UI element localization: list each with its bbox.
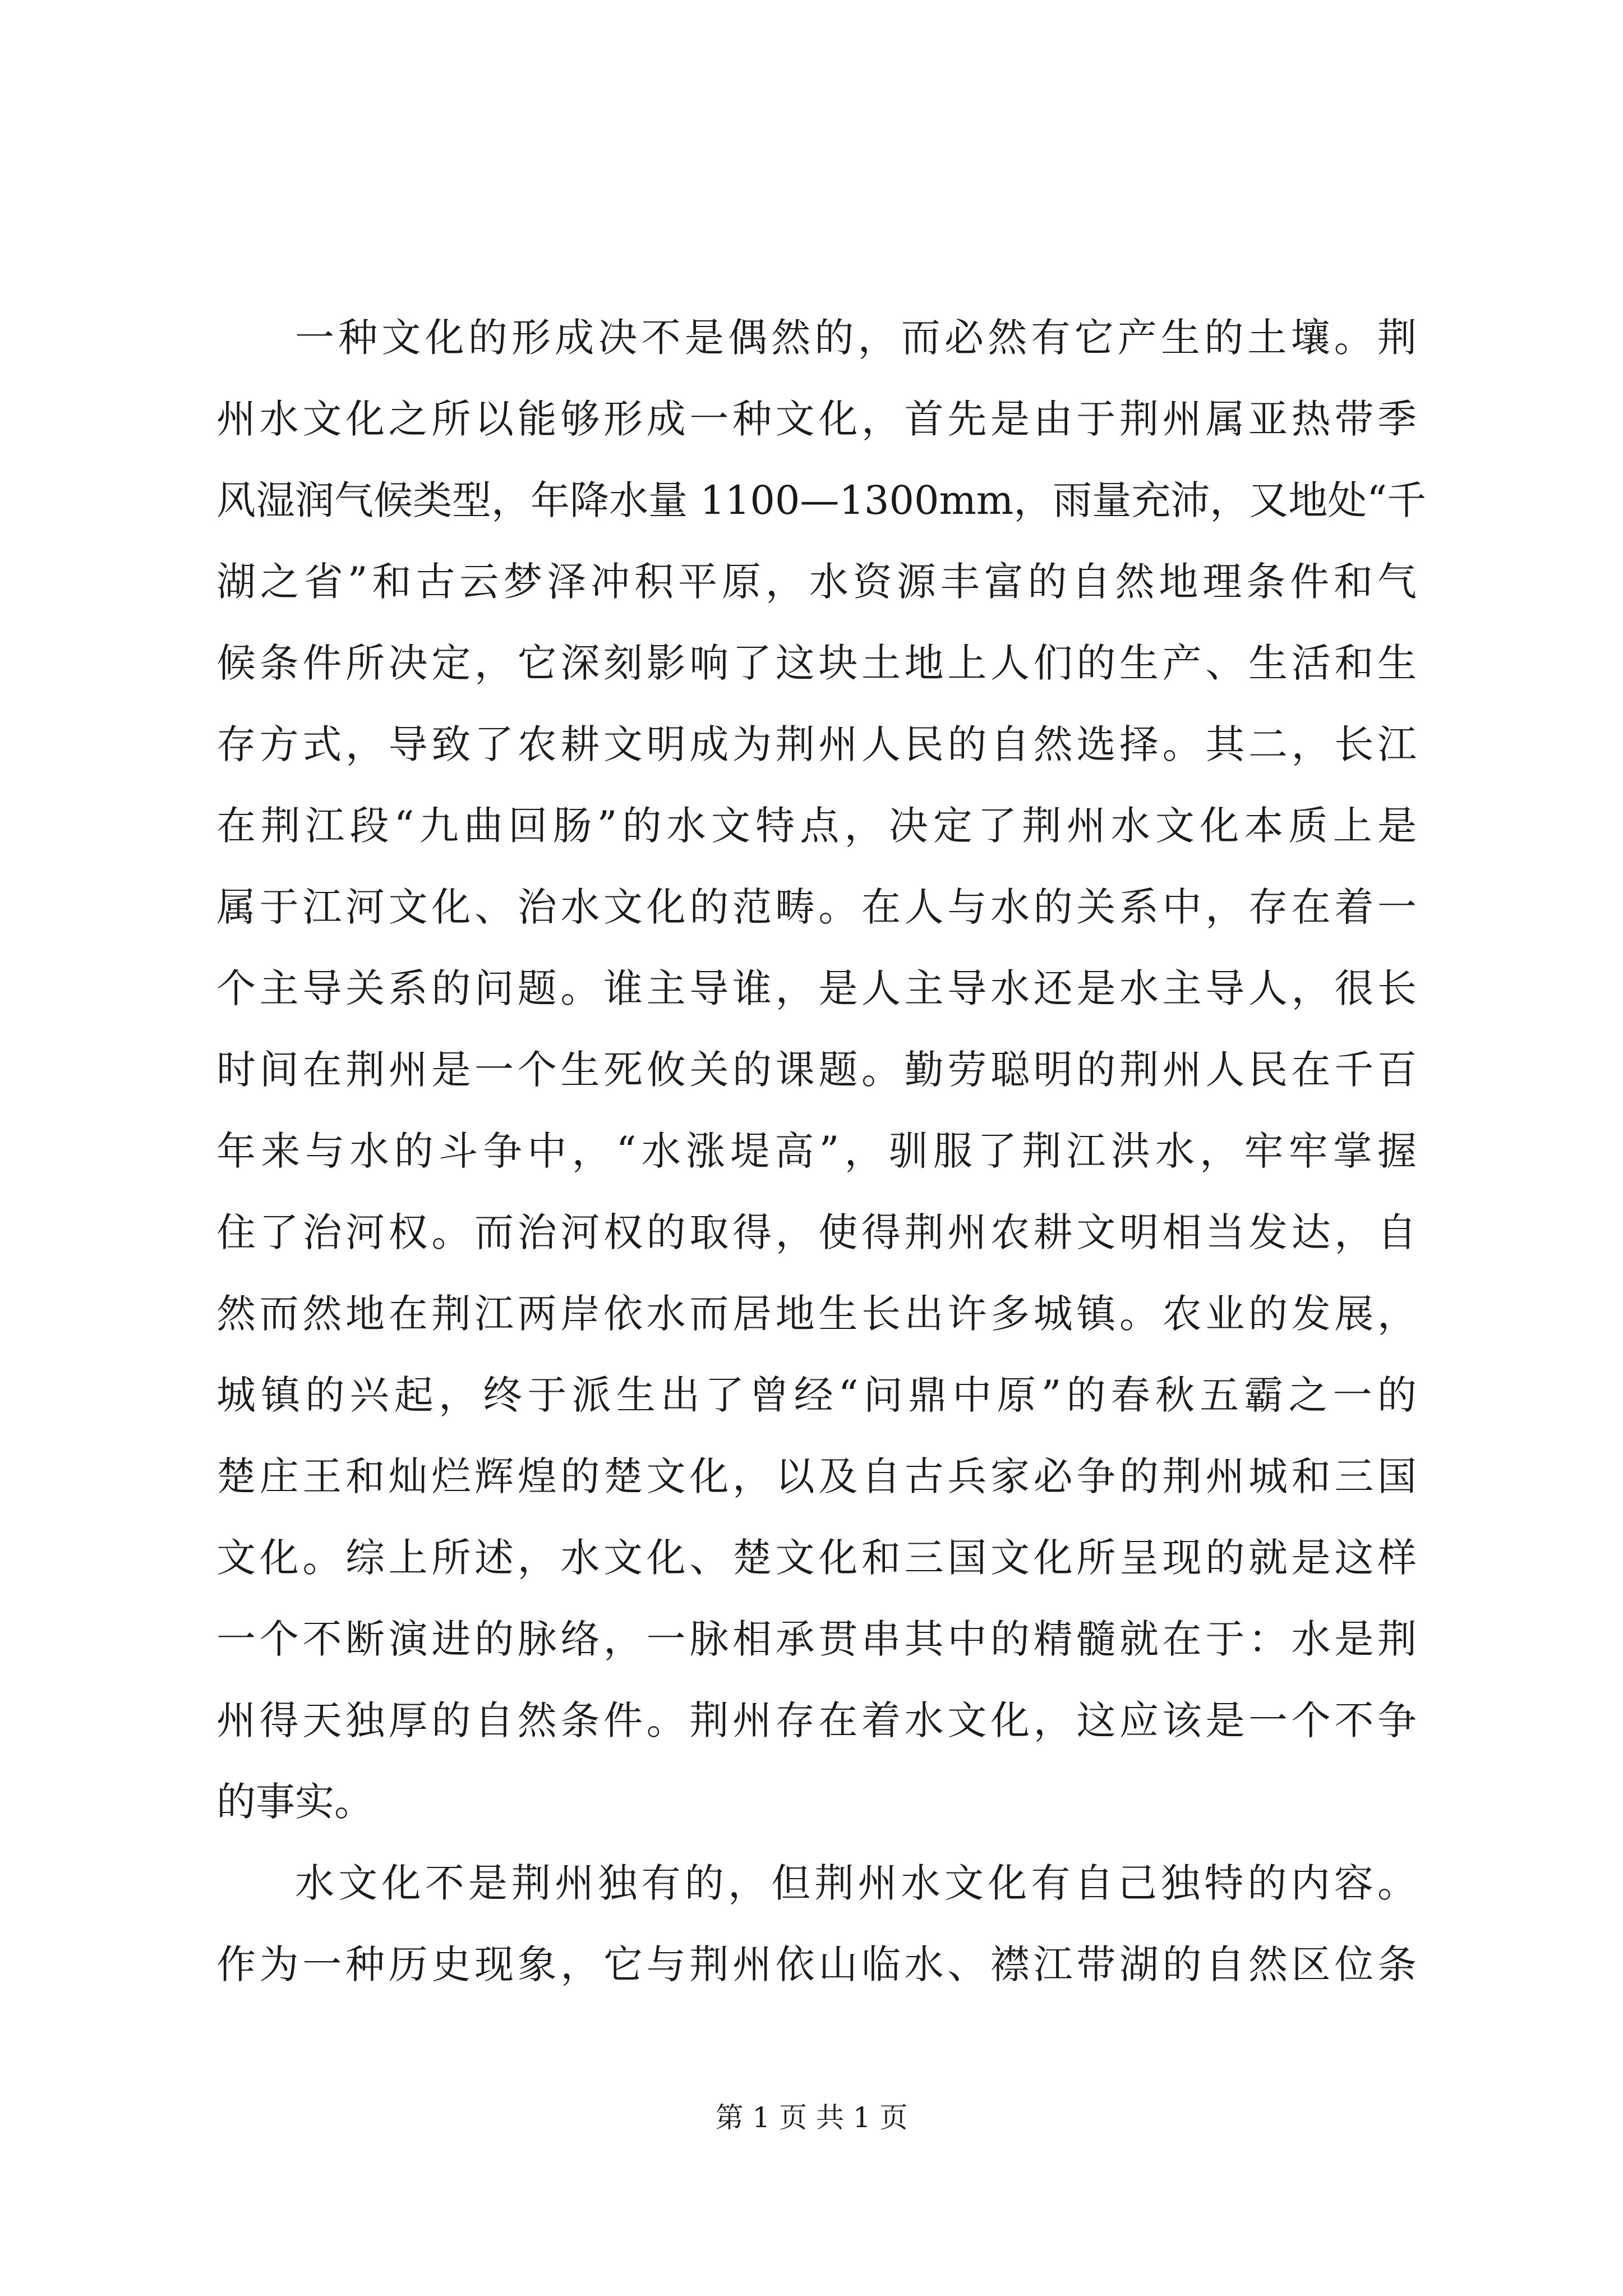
text-line: 作为一种历史现象，它与荆州依山临水、襟江带湖的自然区位条 <box>216 1941 1417 1987</box>
text-line: 然而然地在荆江两岸依水而居地生长出许多城镇。农业的发展， <box>216 1291 1417 1337</box>
text-line: 存方式，导致了农耕文明成为荆州人民的自然选择。其二，长江 <box>216 721 1417 767</box>
text-line: 湖之省”和古云梦泽冲积平原，水资源丰富的自然地理条件和气 <box>216 559 1417 605</box>
text-line: 的事实。 <box>216 1779 374 1825</box>
text-line: 在荆江段“九曲回肠”的水文特点，决定了荆州水文化本质上是 <box>216 803 1417 849</box>
text-line: 一种文化的形成决不是偶然的，而必然有它产生的土壤。荆 <box>295 315 1417 361</box>
text-line: 年来与水的斗争中，“水涨堤高”，驯服了荆江洪水，牢牢掌握 <box>216 1128 1417 1174</box>
page-footer <box>0 2101 1623 2134</box>
text-line: 时间在荆州是一个生死攸关的课题。勤劳聪明的荆州人民在千百 <box>216 1047 1417 1093</box>
text-line: 候条件所决定，它深刻影响了这块土地上人们的生产、生活和生 <box>216 640 1417 686</box>
text-line: 州得天独厚的自然条件。荆州存在着水文化，这应该是一个不争 <box>216 1697 1417 1743</box>
body-text <box>216 297 1427 2005</box>
text-line: 住了治河权。而治河权的取得，使得荆州农耕文明相当发达，自 <box>216 1209 1417 1255</box>
text-line: 一个不断演进的脉络，一脉相承贯串其中的精髓就在于：水是荆 <box>216 1616 1417 1662</box>
paragraph-2 <box>216 1843 1417 2005</box>
text-line: 属于江河文化、治水文化的范畴。在人与水的关系中，存在着一 <box>216 884 1417 930</box>
text-line: 楚庄王和灿烂辉煌的楚文化，以及自古兵家必争的荆州城和三国 <box>216 1453 1417 1499</box>
text-line: 个主导关系的问题。谁主导谁，是人主导水还是水主导人，很长 <box>216 965 1417 1011</box>
text-line: 文化。综上所述，水文化、楚文化和三国文化所呈现的就是这样 <box>216 1535 1417 1581</box>
text-line: 水文化不是荆州独有的，但荆州水文化有自己独特的内容。 <box>295 1860 1417 1906</box>
text-line: 城镇的兴起，终于派生出了曾经“问鼎中原”的春秋五霸之一的 <box>216 1372 1417 1418</box>
text-line: 州水文化之所以能够形成一种文化，首先是由于荆州属亚热带季 <box>216 396 1417 442</box>
paragraph-1 <box>216 297 1427 1843</box>
text-line: 风湿润气候类型，年降水量 1100—1300mm，雨量充沛，又地处“千 <box>216 477 1427 523</box>
page-number: 第 1 页 共 1 页 <box>715 2101 908 2134</box>
